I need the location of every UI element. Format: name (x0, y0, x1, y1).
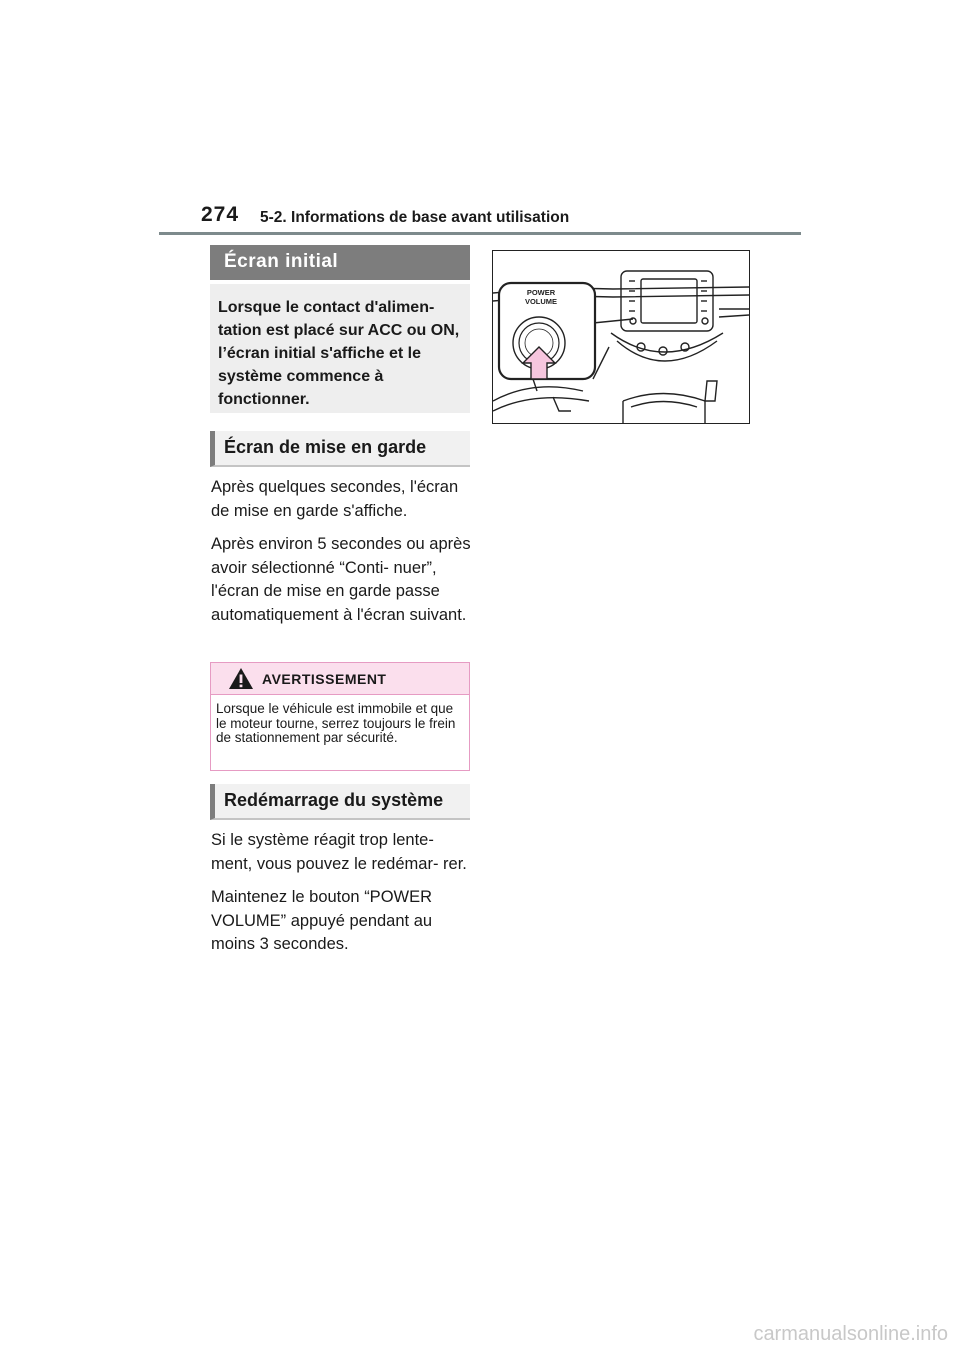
ecran-initial-intro: Lorsque le contact d'alimen- tation est placé sur ACC ou ON, l’écran initial s'affiche et le système commence à fonctionner. (210, 284, 470, 413)
redemarrage-heading: Redémarrage du système (210, 784, 470, 820)
power-label-line1: POWER (526, 288, 556, 297)
mise-en-garde-body (211, 476, 473, 637)
mise-en-garde-paragraph-2: Après environ 5 secondes ou après avoir sélectionné “Conti- nuer”, l'écran de mise en garde passe automatiquement à l'écran suivant. (211, 535, 471, 624)
section-title: 5-2. Informations de base avant utilisation (260, 209, 570, 226)
warning-text: Lorsque le véhicule est immobile et que le moteur tourne, serrez toujours le frein de stationnement par sécurité. (216, 701, 456, 745)
warning-box (210, 662, 470, 771)
page-number: 274 (201, 203, 240, 226)
header-divider (159, 232, 801, 235)
redemarrage-paragraph-1: Si le système réagit trop lente- ment, vous pouvez le redémar- rer. (211, 831, 467, 873)
warning-triangle-icon (228, 667, 254, 690)
warning-header (211, 663, 469, 695)
redemarrage-paragraph-2: Maintenez le bouton “POWER VOLUME” appuyé pendant au moins 3 secondes. (211, 888, 433, 953)
ecran-initial-heading: Écran initial (210, 245, 470, 280)
mise-en-garde-paragraph-1: Après quelques secondes, l'écran de mise en garde s'affiche. (211, 478, 459, 520)
warning-title: AVERTISSEMENT (262, 671, 387, 687)
dashboard-illustration (492, 250, 750, 424)
power-label-line2: VOLUME (524, 297, 558, 306)
mise-en-garde-heading: Écran de mise en garde (210, 431, 470, 467)
redemarrage-body (211, 829, 473, 967)
dashboard-drawing (493, 251, 749, 423)
watermark: carmanualsonline.info (753, 1323, 948, 1345)
